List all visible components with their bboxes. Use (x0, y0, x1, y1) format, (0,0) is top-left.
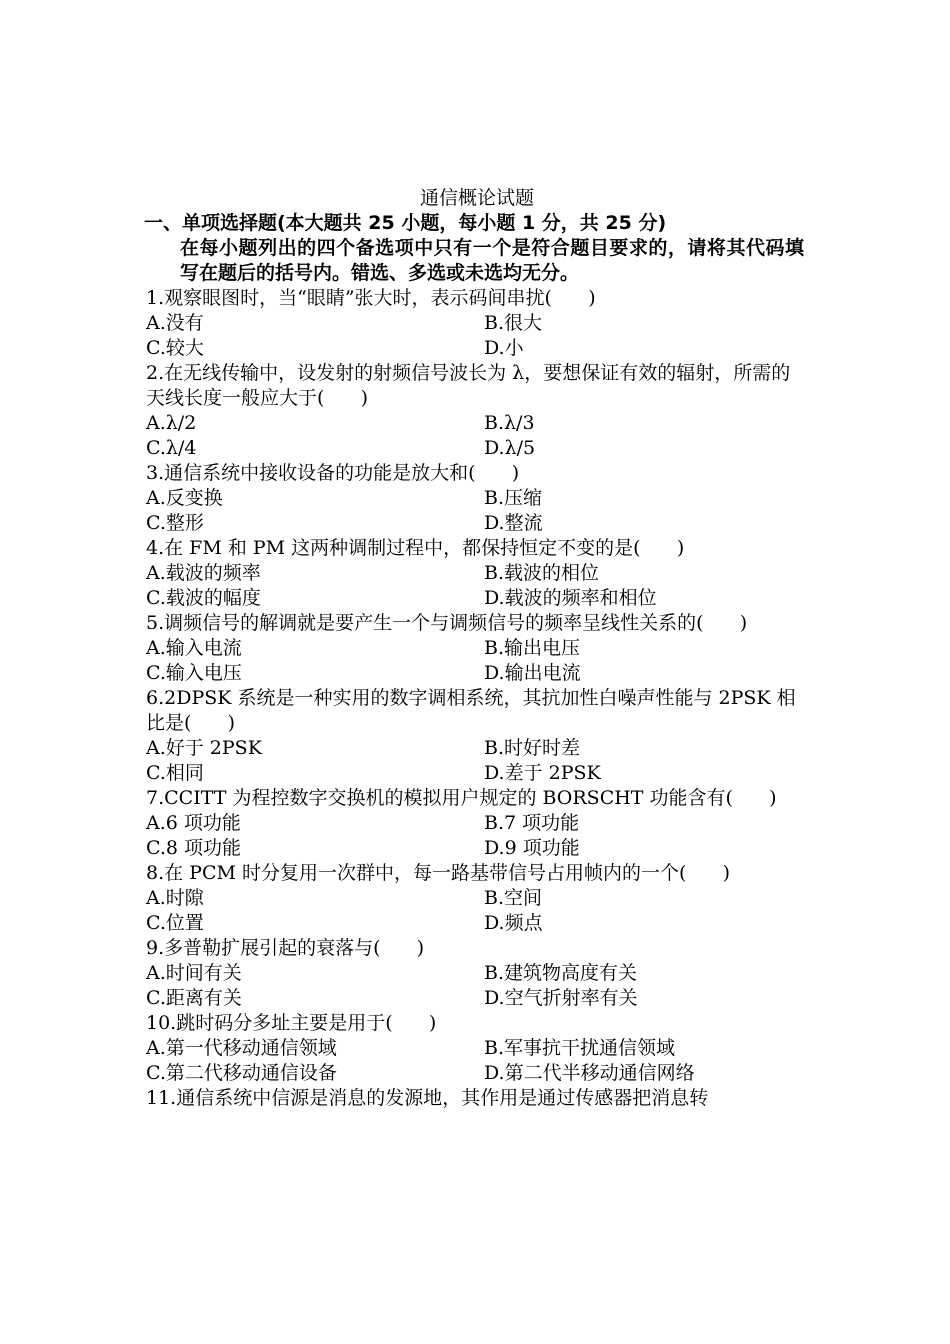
option-row (146, 661, 808, 686)
question-list (146, 286, 808, 1111)
option-c: C.位置 (146, 912, 204, 934)
question-stem: 5.调频信号的解调就是要产生一个与调频信号的频率呈线性关系的( ) (146, 612, 748, 634)
option-row (146, 1036, 808, 1061)
option-a: A.输入电流 (146, 637, 242, 659)
option-a: A.λ/2 (146, 412, 197, 434)
question-stem: 2.在无线传输中，设发射的射频信号波长为 λ，要想保证有效的辐射，所需的天线长度一般应大于( ) (146, 362, 791, 409)
option-b: B.载波的相位 (484, 562, 600, 584)
question-item (146, 686, 808, 786)
question-stem: 6.2DPSK 系统是一种实用的数字调相系统，其抗加性白噪声性能与 2PSK 相比是( ) (146, 687, 796, 734)
option-row (146, 986, 808, 1011)
option-b: B.压缩 (484, 487, 543, 509)
option-c: C.距离有关 (146, 987, 242, 1009)
option-a: A.时隙 (146, 887, 204, 909)
question-stem: 7.CCITT 为程控数字交换机的模拟用户规定的 BORSCHT 功能含有( ) (146, 787, 777, 809)
option-d: D.输出电流 (484, 662, 581, 684)
option-b: B.时好时差 (484, 737, 581, 759)
option-c: C.第二代移动通信设备 (146, 1062, 337, 1084)
question-item (146, 1086, 808, 1111)
option-c: C.较大 (146, 337, 204, 359)
question-item (146, 936, 808, 1011)
option-b: B.输出电压 (484, 637, 581, 659)
question-stem: 8.在 PCM 时分复用一次群中，每一路基带信号占用帧内的一个( ) (146, 862, 731, 884)
option-row (146, 836, 808, 861)
option-row (146, 311, 808, 336)
option-b: B.很大 (484, 312, 543, 334)
option-a: A.6 项功能 (146, 812, 241, 834)
option-row (146, 1061, 808, 1086)
question-stem: 9.多普勒扩展引起的衰落与( ) (146, 937, 425, 959)
option-d: D.整流 (484, 512, 543, 534)
question-stem: 10.跳时码分多址主要是用于( ) (146, 1012, 437, 1034)
option-d: D.载波的频率和相位 (484, 587, 657, 609)
option-row (146, 761, 808, 786)
option-b: B.空间 (484, 887, 543, 909)
question-item (146, 1011, 808, 1086)
option-row (146, 511, 808, 536)
option-row (146, 336, 808, 361)
option-row (146, 486, 808, 511)
option-b: B.λ/3 (484, 412, 535, 434)
question-item (146, 786, 808, 861)
question-item (146, 461, 808, 536)
option-c: C.输入电压 (146, 662, 242, 684)
option-row (146, 911, 808, 936)
option-c: C.整形 (146, 512, 204, 534)
option-row (146, 561, 808, 586)
option-a: A.反变换 (146, 487, 223, 509)
option-c: C.相同 (146, 762, 204, 784)
question-stem: 11.通信系统中信源是消息的发源地，其作用是通过传感器把消息转 (146, 1087, 709, 1109)
option-d: D.频点 (484, 912, 543, 934)
section-instructions: 在每小题列出的四个备选项中只有一个是符合题目要求的，请将其代码填写在题后的括号内。错选、多选或未选均无分。 (180, 237, 804, 284)
option-row (146, 586, 808, 611)
option-a: A.没有 (146, 312, 204, 334)
question-item (146, 361, 808, 461)
option-a: A.好于 2PSK (146, 737, 262, 759)
option-d: D.空气折射率有关 (484, 987, 638, 1009)
option-a: A.载波的频率 (146, 562, 261, 584)
option-d: D.9 项功能 (484, 837, 580, 859)
option-d: D.λ/5 (484, 437, 536, 459)
option-c: C.λ/4 (146, 437, 197, 459)
option-a: A.第一代移动通信领域 (146, 1037, 337, 1059)
option-a: A.时间有关 (146, 962, 242, 984)
question-item (146, 286, 808, 361)
option-row (146, 961, 808, 986)
page-title: 通信概论试题 (419, 187, 534, 209)
question-stem: 3.通信系统中接收设备的功能是放大和( ) (146, 462, 520, 484)
option-c: C.8 项功能 (146, 837, 242, 859)
option-row (146, 736, 808, 761)
exam-content (146, 186, 808, 1111)
question-stem: 4.在 FM 和 PM 这两种调制过程中，都保持恒定不变的是( ) (146, 537, 685, 559)
option-d: D.差于 2PSK (484, 762, 601, 784)
question-item (146, 611, 808, 686)
option-d: D.小 (484, 337, 524, 359)
section-header: 一、单项选择题(本大题共 25 小题，每小题 1 分，共 25 分) (144, 212, 667, 234)
option-c: C.载波的幅度 (146, 587, 261, 609)
question-item (146, 536, 808, 611)
option-d: D.第二代半移动通信网络 (484, 1062, 695, 1084)
option-b: B.建筑物高度有关 (484, 962, 638, 984)
question-item (146, 861, 808, 936)
option-row (146, 811, 808, 836)
option-b: B.军事抗干扰通信领域 (484, 1037, 676, 1059)
option-row (146, 886, 808, 911)
option-b: B.7 项功能 (484, 812, 580, 834)
option-row (146, 411, 808, 436)
option-row (146, 636, 808, 661)
option-row (146, 436, 808, 461)
question-stem: 1.观察眼图时，当“眼睛”张大时，表示码间串扰( ) (146, 287, 596, 309)
